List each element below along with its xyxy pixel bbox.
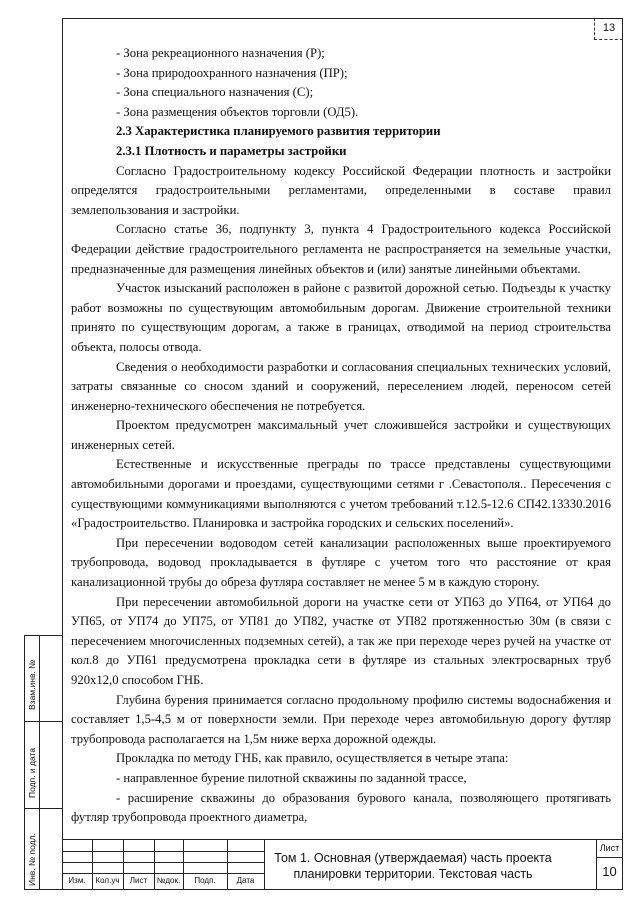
paragraph: Участок изысканий расположен в районе с развитой дорожной сетью. Подъезды к участку работ возможны по существующим автомобильным дорогам. Движение строительной техники принято по существующим дорогам, а также в границах, отводимой на период строительства объекта, полосы отвода. (71, 281, 611, 354)
paragraph: Согласно Градостроительному кодексу Российской Федерации плотность и застройки определятся градостроительными регламентами, определенными в составе правил землепользования и застройки. (71, 163, 611, 217)
list-item: - Зона рекреационного назначения (Р); (116, 46, 325, 60)
col-list: Лист (129, 876, 148, 885)
section-heading: 2.3 Характеристика планируемого развития территории (116, 124, 441, 139)
list-item: - Зона природоохранного назначения (ПР); (116, 65, 348, 80)
col-data: Дата (236, 876, 255, 885)
col-kol-uch: Кол.уч (95, 876, 120, 885)
list-item: - Зона специального назначения (С); (116, 85, 314, 100)
podp-data-label: Подп. и дата (27, 747, 37, 798)
paragraph: При пересечении водоводом сетей канализации расположенных выше проектируемого трубопровода, водовод прокладывается в футляре с учетом того что расстояние от края канализационной трубы до обреза футляра составляет не менее 5 м в каждую сторону. (71, 535, 611, 590)
paragraph: Прокладка по методу ГНБ, как правило, осуществляется в четыре этапа: (116, 751, 509, 766)
paragraph: Естественные и искусственные преграды по трассе представлены существующими автомобильными дорогами и проездами, существующими сетями г .Севастополя.. Пересечения с существующими коммуникациями выполняются с учетом требований т.12.5-12.6 СП42.13330.2016 «Градостроительство. Планировка и застройка городских и сельских поселений». (71, 457, 611, 531)
paragraph: При пересечении автомобильной дороги на участке сети от УП63 до УП64, от УП64 до УП65, от УП74 до УП75, от УП81 до УП82, участке от УП82 протяженностью 30м (в связи с пересечением многочисленных подземных сетей), а так же при переходе через ручей на участке от кол.8 до УП61 предусмотрена прокладка сети в футляре из стальных электросварных труб 920х12,0 способом ГНБ. (71, 594, 611, 687)
sheet-label: Лист (599, 843, 620, 853)
col-ndok: №док. (156, 876, 181, 885)
document-title: Том 1. Основная (утверждаемая) часть проекта планировки территории. Текстовая часть (274, 851, 552, 881)
list-item: - Зона размещения объектов торговли (ОД5). (116, 104, 359, 119)
paragraph: Глубина бурения принимается согласно продольному профилю системы водоснабжения и составляет 1,5-4,5 м от поверхности земли. При переходе через автомобильную дорогу футляр трубопровода располагается на 1,5м ниже верха дорожной одежды. (71, 692, 611, 746)
paragraph: Сведения о необходимости разработки и согласования специальных технических условий, затраты связанные со сносом зданий и сооружений, переселением людей, переносом сетей инженерно-технического обеспечения не потребуется. (71, 359, 611, 413)
col-izm: Изм. (68, 876, 86, 885)
vzam-inv-label: Взам.инв. № (27, 659, 37, 710)
stage-item: - направленное бурение пилотной скважины по заданной трассе, (116, 770, 467, 785)
inv-podl-label: Инв. № подл. (27, 833, 37, 886)
paragraph: Проектом предусмотрен максимальный учет сложившейся застройки и существующих инженерных сетей. (71, 418, 611, 452)
subsection-heading: 2.3.1 Плотность и параметры застройки (116, 143, 347, 158)
sheet-number: 10 (602, 864, 617, 879)
side-stamp (24, 635, 62, 890)
stage-item: - расширение скважины до образования бурового канала, позволяющего протягивать футляр трубопровода проектного диаметра, (71, 790, 611, 825)
document-body (71, 44, 611, 828)
top-page-number: 13 (594, 18, 623, 40)
title-block (62, 839, 623, 890)
paragraph: Согласно статье 36, подпункту 3, пункта 4 Градостроительного кодекса Российской Федерации действие градостроительного регламента не распространяется на земельные участки, предназначенные для размещения линейных объектов и (или) занятые линейными объектами. (71, 222, 611, 276)
col-podp: Подп. (194, 876, 216, 885)
